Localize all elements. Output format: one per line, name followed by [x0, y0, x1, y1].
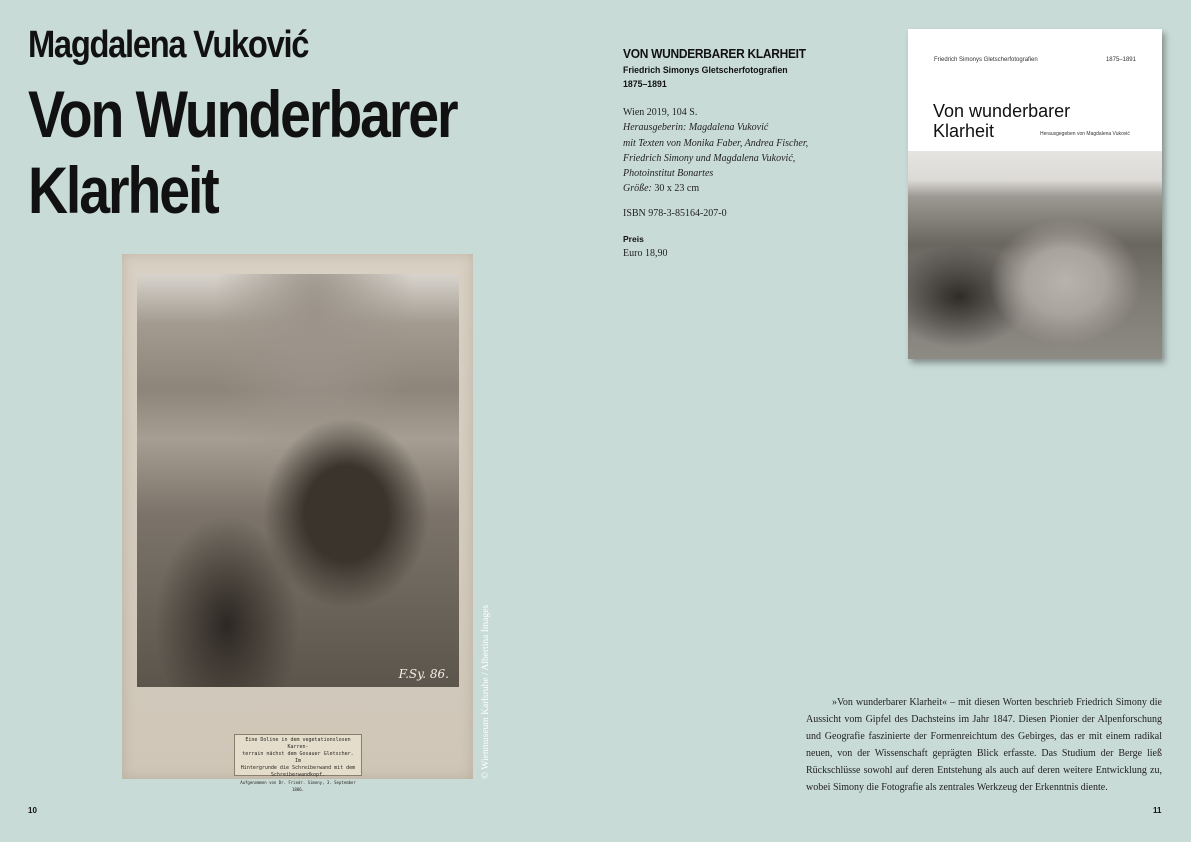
book-cover: [908, 29, 1162, 359]
cover-title-line: Klarheit: [933, 121, 995, 141]
photo-credit: © Wienmuseum Karlsruhe / Albertina Images: [481, 604, 491, 779]
label-line: terrain nächst dem Gosauer Gletscher. Im: [242, 751, 354, 764]
editor-line: Friedrich Simony und Magdalena Vuković,: [623, 152, 796, 164]
photo-signature: F.Sy. 86.: [398, 667, 449, 681]
historic-photo-mount: [122, 254, 473, 792]
label-line: Schreiberwandkopf.: [270, 772, 326, 778]
subtitle-line: 1875–1891: [623, 79, 667, 90]
size-value: 30 x 23 cm: [651, 183, 700, 195]
editor-line: Photoinstitut Bonartes: [623, 168, 714, 180]
label-small-line: Aufgenommen von Dr. Friedr. Simony, 3. September 1886.: [240, 780, 356, 792]
author-name: Magdalena Vuković: [28, 24, 309, 66]
title-line-2: Klarheit: [28, 153, 218, 227]
price: Euro 18,90: [623, 248, 668, 260]
isbn: ISBN 978-3-85164-207-0: [623, 207, 727, 219]
cover-series: Friedrich Simonys Gletscherfotografien: [934, 57, 1038, 63]
cover-years: 1875–1891: [1105, 57, 1136, 63]
size-label: Größe:: [623, 183, 652, 195]
photo-caption-label: [234, 734, 362, 792]
publication-details: [623, 105, 873, 197]
publication-line: Wien 2019, 104 S.: [623, 107, 698, 118]
page-number-left: 10: [28, 806, 37, 815]
label-line: Hintergrunde die Schreiberwand mit dem: [240, 765, 356, 771]
editor-line: Herausgeberin: Magdalena Vuković: [623, 122, 769, 134]
body-paragraph: »Von wunderbarer Klarheit« – mit diesen Worten beschrieb Friedrich Simony die Aussicht vom Gipfel des Dachsteins im Jahr 1847. Diesen Pionier der Alpenforschung und Geografie faszinierte der Formenreichtum des Gebirges, das er mit einem radikal neuen, von der Wissenschaft geprägten Blick erfasste. Das Studium der Berge ließ Rückschlüsse sowohl auf deren Entstehung als auch auf deren weitere Entwicklung zu, wobei Simony die Fotografie als zentrales Werkzeug der Erkenntnis diente.: [806, 697, 1162, 793]
book-subtitle: [623, 64, 853, 92]
glacier-photograph: [137, 274, 459, 687]
size-line: [623, 181, 873, 196]
subtitle-line: Friedrich Simonys Gletscherfotografien: [623, 65, 788, 76]
label-line: Eine Doline in dem vegetationslosen Karren-: [245, 737, 351, 750]
title-line-1: Von Wunderbarer: [28, 77, 457, 151]
page-number-right: 11: [1153, 806, 1162, 815]
editor-line: mit Texten von Monika Faber, Andrea Fischer,: [623, 137, 809, 149]
page-title: [28, 76, 498, 228]
book-heading: VON WUNDERBARER KLARHEIT: [623, 46, 806, 61]
cover-editor: Herausgegeben von Magdalena Vuković: [1040, 131, 1130, 137]
price-label: Preis: [623, 234, 644, 245]
cover-title-line: Von wunderbarer: [933, 101, 1071, 121]
cover-photograph: [908, 151, 1162, 359]
book-info: [623, 46, 873, 261]
